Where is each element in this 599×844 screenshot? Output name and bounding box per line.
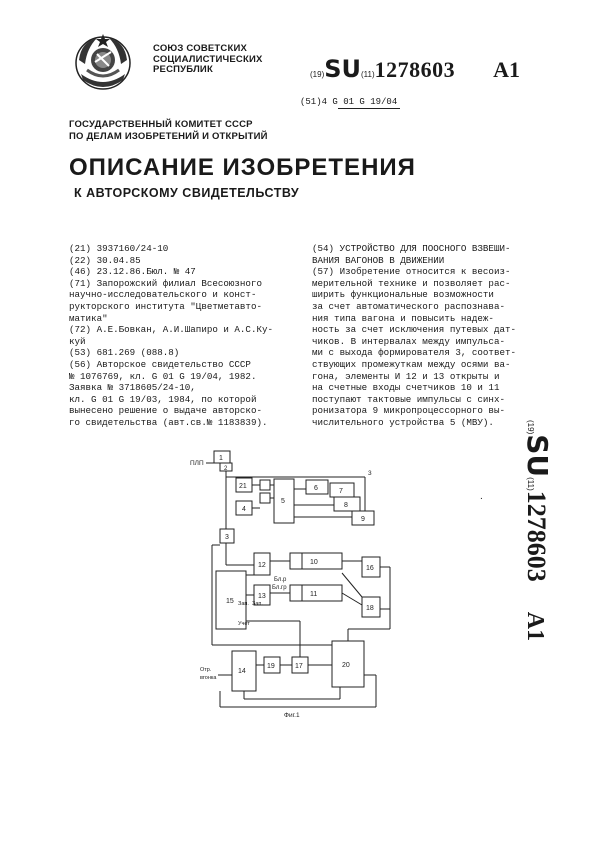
block-7-label: 7 <box>339 488 343 495</box>
block-10-label: 10 <box>310 559 318 566</box>
biblio-line: (22) 30.04.85 <box>69 254 141 266</box>
biblio-line: рукторского института "Цветметавто- <box>69 300 262 312</box>
block-12-label: 12 <box>258 562 266 569</box>
committee-caption <box>69 119 268 143</box>
republic-line-3: РЕСПУБЛИК <box>153 64 213 75</box>
biblio-line: (46) 23.12.86.Бюл. № 47 <box>69 266 196 278</box>
document-subtitle: К АВТОРСКОМУ СВИДЕТЕЛЬСТВУ <box>74 186 300 200</box>
abstract <box>312 243 574 429</box>
biblio-line: Заявка № 3718605/24-10, <box>69 382 196 394</box>
block-2-label: 2 <box>224 466 228 472</box>
label-bl-r: Бл.р <box>274 577 287 583</box>
page-mark: . <box>480 491 483 502</box>
block-9-label: 9 <box>361 516 365 523</box>
abstract-line: числительного устройства 5 (МВУ). <box>312 416 494 428</box>
block-4-label: 4 <box>242 506 246 513</box>
abstract-line: ширить функциональные возможности <box>312 289 494 301</box>
code-11: (11) <box>361 70 375 79</box>
document-title: ОПИСАНИЕ ИЗОБРЕТЕНИЯ <box>69 154 416 181</box>
label-zap-2: Зап. <box>252 601 263 607</box>
side-patent-digits: 1278603 <box>522 490 551 582</box>
block-11-label: 11 <box>310 591 318 598</box>
block-3-label: 3 <box>225 534 229 541</box>
block-14-label: 14 <box>238 668 246 675</box>
gate-a <box>260 480 270 490</box>
biblio-line: кл. G 01 G 19/03, 1984, по которой <box>69 393 257 405</box>
republic-line-1: СОЮЗ СОВЕТСКИХ <box>153 43 248 54</box>
country-code: SU <box>324 55 362 83</box>
block-diagram <box>190 445 495 730</box>
abstract-line: на счетные входы счетчиков 10 и 11 <box>312 382 500 394</box>
abstract-line: за счет автоматического распознава- <box>312 300 505 312</box>
republic-line-2: СОЦИАЛИСТИЧЕСКИХ <box>153 53 263 65</box>
block-6-label: 6 <box>314 485 318 492</box>
biblio-line: матика" <box>69 312 108 324</box>
label-bl-gr: Бл.гр <box>272 585 287 591</box>
block-8-label: 8 <box>344 502 348 509</box>
label-from-control: Отр. <box>200 667 212 673</box>
abstract-line: (57) Изобретение относится к весоиз- <box>312 266 511 278</box>
block-19-label: 19 <box>267 663 275 670</box>
signal-3-label: 3 <box>368 470 372 477</box>
block-21-label: 21 <box>239 483 247 490</box>
abstract-line: (54) УСТРОЙСТВО ДЛЯ ПООСНОГО ВЗВЕШИ- <box>312 243 511 254</box>
label-zap-1: Зап. <box>238 601 249 607</box>
patent-number-header <box>310 55 520 83</box>
republic-caption <box>153 44 263 76</box>
biblio-line: куй <box>69 335 86 347</box>
abstract-line: ВАНИЯ ВАГОНОВ В ДВИЖЕНИИ <box>312 254 445 266</box>
side-code-19: (19) <box>526 420 535 435</box>
biblio-line: го свидетельства (авт.св.№ 1183839). <box>69 416 268 428</box>
abstract-line: мерительной технике и позволяет рас- <box>312 277 511 289</box>
block-15-label: 15 <box>226 598 234 605</box>
label-from-control-2: вгонка <box>200 675 217 681</box>
biblio-line: (71) Запорожский филиал Всесоюзного <box>69 277 262 289</box>
input-label: ПЛП <box>190 460 204 467</box>
block-13-label: 13 <box>258 593 266 600</box>
block-17-label: 17 <box>295 663 303 670</box>
patent-number: 1278603 <box>374 57 456 82</box>
label-uchet: Учет <box>238 621 250 627</box>
ipc-underline <box>338 108 400 109</box>
abstract-line: поступают тактовые импульсы с синх- <box>312 393 505 405</box>
ipc-classification: (51)4 G 01 G 19/04 <box>300 97 398 107</box>
ussr-emblem <box>69 30 137 94</box>
block-16-label: 16 <box>366 565 374 572</box>
committee-line-2: ПО ДЕЛАМ ИЗОБРЕТЕНИЙ И ОТКРЫТИЙ <box>69 131 268 142</box>
abstract-line: ность за счет исключения путевых дат- <box>312 324 516 336</box>
biblio-line: (56) Авторское свидетельство СССР <box>69 358 251 370</box>
biblio-line: научно-исследовательского и конст- <box>69 289 257 301</box>
abstract-line: ми с выхода формирователя 3, соответ- <box>312 347 516 359</box>
abstract-line: чиков. В интервалах между импульса- <box>312 335 505 347</box>
biblio-line: № 1076769, кл. G 01 G 19/04, 1982. <box>69 370 257 382</box>
code-19: (19) <box>310 70 325 79</box>
biblio-line: вынесено решение о выдаче авторско- <box>69 405 262 417</box>
abstract-line: ния типа вагона и повысить надеж- <box>312 312 494 324</box>
committee-line-1: ГОСУДАРСТВЕННЫЙ КОМИТЕТ СССР <box>69 119 253 130</box>
figure-caption: Фиг.1 <box>284 712 300 719</box>
block-5-label: 5 <box>281 498 285 505</box>
biblio-line: (53) 681.269 (088.8) <box>69 347 180 359</box>
side-patent-number <box>510 420 580 690</box>
bibliographic-data <box>69 243 309 429</box>
side-code-11: (11) <box>526 477 535 491</box>
abstract-line: гона, элементы И 12 и 13 открыты и <box>312 370 500 382</box>
block-20-label: 20 <box>342 662 350 669</box>
document-kind: A1 <box>493 57 521 82</box>
abstract-line: ронизатора 9 микропроцессорного вы- <box>312 405 505 417</box>
side-country-code: SU <box>521 434 554 478</box>
abstract-line: ствующих промежуткам между осями ва- <box>312 358 511 370</box>
biblio-line: (21) 3937160/24-10 <box>69 243 169 254</box>
side-document-kind: A1 <box>522 611 548 642</box>
block-1-label: 1 <box>219 455 223 462</box>
gate-b <box>260 493 270 503</box>
biblio-line: (72) А.Е.Бовкан, А.И.Шапиро и А.С.Ку- <box>69 324 273 336</box>
block-18-label: 18 <box>366 605 374 612</box>
